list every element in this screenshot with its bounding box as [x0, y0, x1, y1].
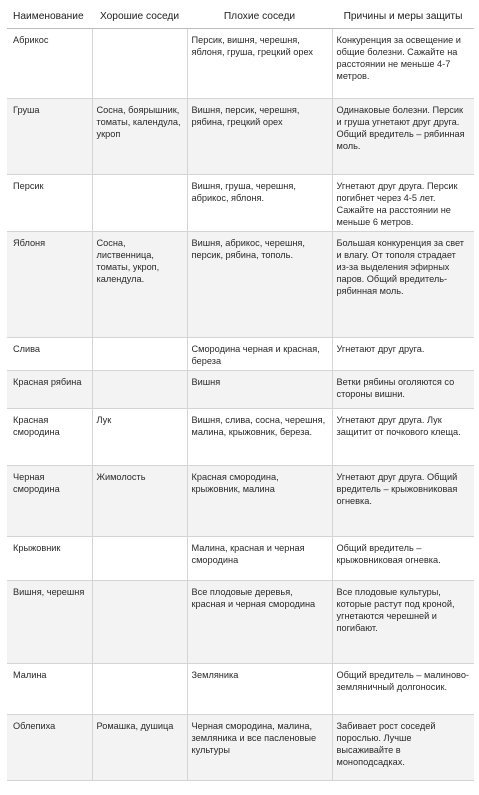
- table-row: [7, 232, 474, 338]
- cell-reasons: Все плодовые культуры, которые растут под кроной, угнетаются черешней и погибают.: [332, 581, 474, 664]
- cell-name: Абрикос: [7, 29, 92, 99]
- table-row: [7, 466, 474, 537]
- cell-good: Сосна, боярышник, томаты, календула, укроп: [92, 99, 187, 175]
- table-row: [7, 99, 474, 175]
- cell-reasons: Угнетают друг друга. Лук защитит от почкового клеща.: [332, 409, 474, 466]
- cell-good: Лук: [92, 409, 187, 466]
- table-row: [7, 409, 474, 466]
- table-row: [7, 664, 474, 715]
- header-bad-neighbors: Плохие соседи: [187, 6, 332, 29]
- cell-bad: Красная смородина, крыжовник, малина: [187, 466, 332, 537]
- cell-name: Красная смородина: [7, 409, 92, 466]
- cell-bad: Вишня, персик, черешня, рябина, грецкий орех: [187, 99, 332, 175]
- cell-name: Персик: [7, 175, 92, 232]
- cell-reasons: Угнетают друг друга. Персик погибнет через 4-5 лет. Сажайте на расстоянии не меньше 6 метров.: [332, 175, 474, 232]
- cell-name: Вишня, черешня: [7, 581, 92, 664]
- header-good-neighbors: Хорошие соседи: [92, 6, 187, 29]
- table-row: [7, 175, 474, 232]
- table-row: [7, 338, 474, 371]
- cell-reasons: Большая конкуренция за свет и влагу. От тополя страдает из-за выделения эфирных паров. Общий вредитель-рябинная моль.: [332, 232, 474, 338]
- cell-good: [92, 581, 187, 664]
- cell-good: [92, 537, 187, 581]
- cell-bad: Земляника: [187, 664, 332, 715]
- cell-bad: Малина, красная и черная смородина: [187, 537, 332, 581]
- table-row: [7, 29, 474, 99]
- cell-name: Крыжовник: [7, 537, 92, 581]
- cell-name: Черная смородина: [7, 466, 92, 537]
- cell-reasons: Забивает рост соседей порослью. Лучше высаживайте в моноподсадках.: [332, 715, 474, 781]
- cell-good: Жимолость: [92, 466, 187, 537]
- cell-reasons: Ветки рябины оголяются со стороны вишни.: [332, 371, 474, 409]
- cell-good: Сосна, лиственница, томаты, укроп, календула.: [92, 232, 187, 338]
- cell-bad: Все плодовые деревья, красная и черная смородина: [187, 581, 332, 664]
- header-name: Наименование: [7, 6, 92, 29]
- cell-good: [92, 338, 187, 371]
- cell-bad: Вишня: [187, 371, 332, 409]
- cell-reasons: Общий вредитель – крыжовниковая огневка.: [332, 537, 474, 581]
- cell-good: [92, 29, 187, 99]
- cell-reasons: Угнетают друг друга. Общий вредитель – крыжовниковая огневка.: [332, 466, 474, 537]
- cell-name: Красная рябина: [7, 371, 92, 409]
- cell-good: [92, 371, 187, 409]
- table-header-row: [7, 6, 474, 29]
- table-row: [7, 715, 474, 781]
- cell-name: Яблоня: [7, 232, 92, 338]
- cell-reasons: Одинаковые болезни. Персик и груша угнетают друг друга. Общий вредитель – рябинная моль.: [332, 99, 474, 175]
- cell-name: Облепиха: [7, 715, 92, 781]
- cell-reasons: Угнетают друг друга.: [332, 338, 474, 371]
- cell-good: [92, 664, 187, 715]
- cell-reasons: Конкуренция за освещение и общие болезни. Сажайте на расстоянии не меньше 4-7 метров.: [332, 29, 474, 99]
- cell-bad: Вишня, груша, черешня, абрикос, яблоня.: [187, 175, 332, 232]
- plant-compatibility-table: [7, 6, 474, 781]
- cell-bad: Черная смородина, малина, земляника и все пасленовые культуры: [187, 715, 332, 781]
- cell-reasons: Общий вредитель – малиново-земляничный долгоносик.: [332, 664, 474, 715]
- table-row: [7, 581, 474, 664]
- header-reasons: Причины и меры защиты: [332, 6, 474, 29]
- cell-bad: Вишня, слива, сосна, черешня, малина, крыжовник, береза.: [187, 409, 332, 466]
- table-row: [7, 537, 474, 581]
- cell-bad: Вишня, абрикос, черешня, персик, рябина, тополь.: [187, 232, 332, 338]
- cell-name: Малина: [7, 664, 92, 715]
- cell-name: Слива: [7, 338, 92, 371]
- cell-bad: Персик, вишня, черешня, яблоня, груша, грецкий орех: [187, 29, 332, 99]
- cell-bad: Смородина черная и красная, береза: [187, 338, 332, 371]
- table-row: [7, 371, 474, 409]
- cell-good: [92, 175, 187, 232]
- cell-good: Ромашка, душица: [92, 715, 187, 781]
- cell-name: Груша: [7, 99, 92, 175]
